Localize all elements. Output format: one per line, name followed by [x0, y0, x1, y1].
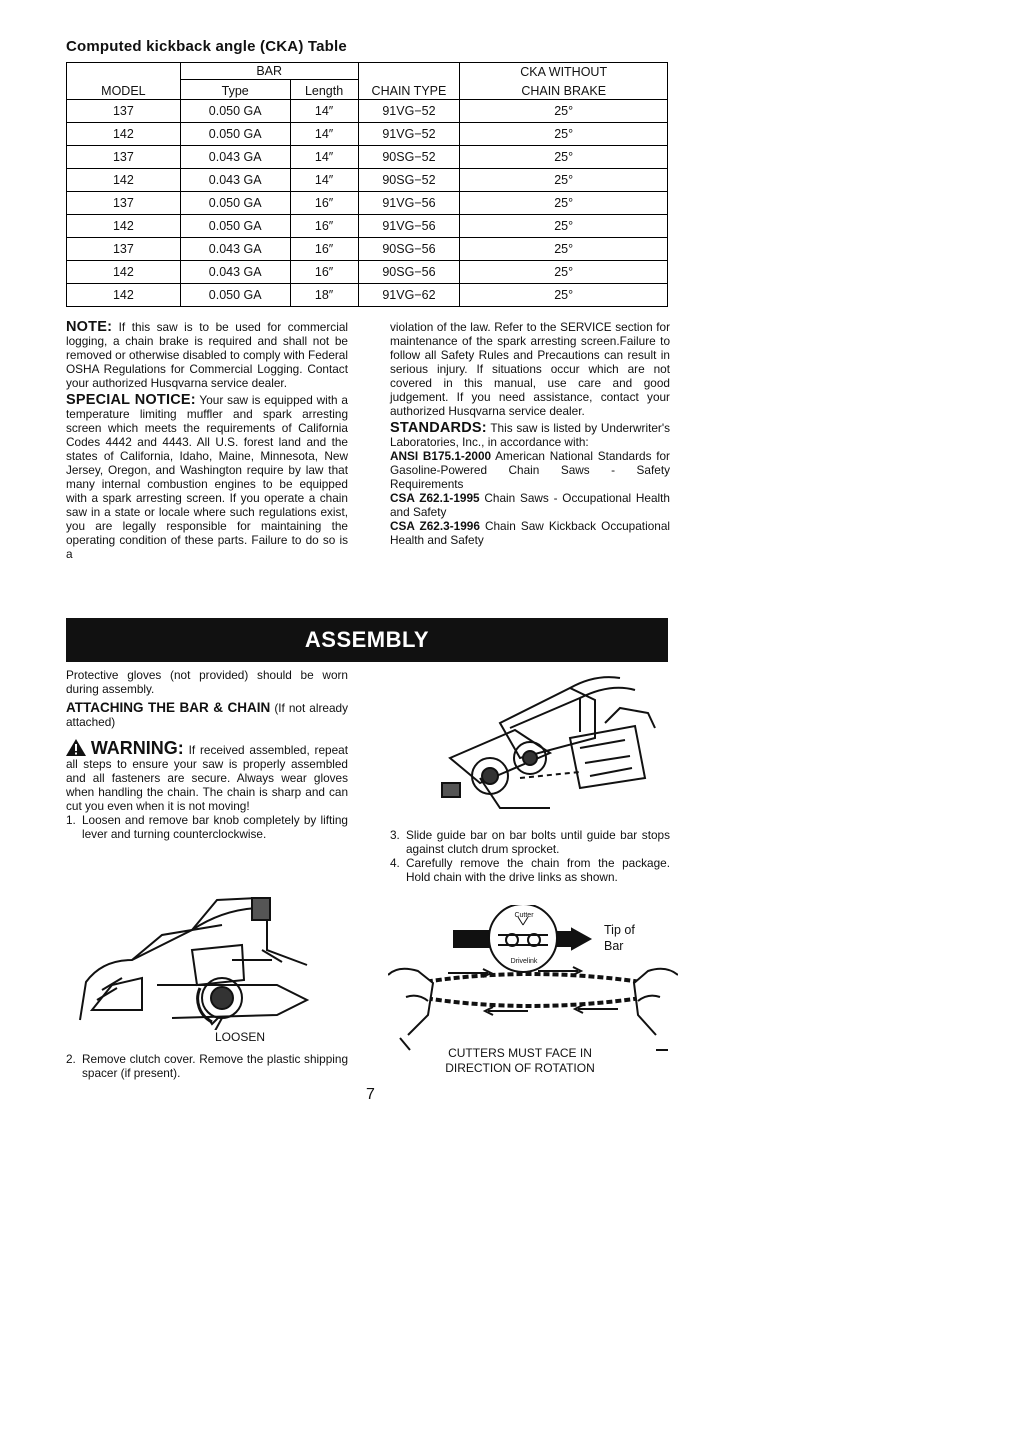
cell-type: 0.043 GA	[180, 238, 290, 261]
cell-type: 0.050 GA	[180, 123, 290, 146]
table-row	[67, 238, 668, 261]
cell-chain-type: 90SG−56	[358, 238, 460, 261]
cell-cka: 25°	[460, 100, 668, 123]
cell-length: 16″	[290, 192, 358, 215]
cka-table	[66, 62, 668, 307]
step-text: Loosen and remove bar knob completely by lifting lever and turning counterclockwise.	[82, 813, 348, 841]
cell-model: 142	[67, 169, 181, 192]
cell-type: 0.050 GA	[180, 284, 290, 307]
standard-description: American National Standards for Gasoline-Powered Chain Saws - Safety Requirements	[390, 449, 670, 491]
notes-right-column	[390, 320, 670, 547]
cell-cka: 25°	[460, 169, 668, 192]
cell-model: 137	[67, 192, 181, 215]
table-row	[67, 192, 668, 215]
cell-chain-type: 91VG−52	[358, 123, 460, 146]
cell-length: 18″	[290, 284, 358, 307]
attach-note: (If not already attached)	[66, 701, 348, 729]
tip-label-line1: Tip of	[604, 923, 635, 937]
cell-length: 14″	[290, 146, 358, 169]
step-number: 1.	[66, 813, 76, 827]
header-cka-line2: CHAIN BRAKE	[460, 80, 668, 100]
cell-model: 142	[67, 123, 181, 146]
warning-triangle-icon	[66, 739, 86, 756]
table-row	[67, 100, 668, 123]
header-bar: BAR	[180, 63, 358, 80]
special-notice-continued: violation of the law. Refer to the SERVICE section for maintenance of the spark arresting screen.Failure to follow all Safety Rules and Precautions can result in serious injury. If situations occur which are not covered in this manual, use care and good judgement. If you need assistance, contact your authorized Husqvarna service dealer.	[390, 320, 670, 418]
warning-paragraph	[66, 739, 348, 813]
header-model: MODEL	[67, 80, 181, 100]
cell-chain-type: 91VG−56	[358, 215, 460, 238]
cutter-label: Cutter	[514, 912, 534, 919]
warning-label: WARNING:	[90, 738, 184, 758]
cell-chain-type: 90SG−52	[358, 169, 460, 192]
step-number: 2.	[66, 1052, 76, 1066]
step-4	[390, 856, 670, 884]
table-title: Computed kickback angle (CKA) Table	[66, 38, 347, 55]
steps-3-4	[390, 828, 670, 884]
cell-cka: 25°	[460, 215, 668, 238]
cell-length: 16″	[290, 238, 358, 261]
cell-cka: 25°	[460, 123, 668, 146]
standard-csa-z621	[390, 491, 670, 519]
tip-of-bar-label	[604, 922, 654, 954]
step-3	[390, 828, 670, 856]
attach-heading-line	[66, 701, 348, 729]
cell-model: 137	[67, 146, 181, 169]
header-type: Type	[180, 80, 290, 100]
cell-type: 0.043 GA	[180, 146, 290, 169]
step-1	[66, 813, 348, 841]
table-row	[67, 169, 668, 192]
cell-model: 142	[67, 261, 181, 284]
step-number: 3.	[390, 828, 400, 842]
cell-chain-type: 90SG−52	[358, 146, 460, 169]
standard-description: Chain Saws - Occupational Health and Safety	[390, 491, 670, 519]
cell-length: 16″	[290, 261, 358, 284]
step-text: Carefully remove the chain from the package. Hold chain with the drive links as shown.	[406, 856, 670, 884]
assembly-left-column	[66, 668, 348, 841]
tip-label-line2: Bar	[604, 939, 624, 953]
special-notice-paragraph	[66, 393, 348, 561]
cell-cka: 25°	[460, 146, 668, 169]
clutch-cover-illustration	[420, 668, 660, 816]
caption-line2: DIRECTION OF ROTATION	[445, 1061, 595, 1075]
standards-paragraph	[390, 421, 670, 449]
cell-chain-type: 90SG−56	[358, 261, 460, 284]
note-paragraph	[66, 320, 348, 390]
standard-code: ANSI B175.1-2000	[390, 449, 492, 463]
cell-chain-type: 91VG−52	[358, 100, 460, 123]
table-body	[67, 100, 668, 307]
cell-cka: 25°	[460, 284, 668, 307]
header-model-top	[67, 63, 181, 80]
standard-code: CSA Z62.1-1995	[390, 491, 480, 505]
cell-chain-type: 91VG−62	[358, 284, 460, 307]
cell-type: 0.050 GA	[180, 215, 290, 238]
table-row	[67, 215, 668, 238]
cell-model: 142	[67, 215, 181, 238]
note-text: If this saw is to be used for commercial logging, a chain brake is required and shall not be removed or otherwise disabled to comply with Federal OSHA Regulations for Commercial Logging. Contact your authorized Husqvarna service dealer.	[66, 320, 348, 390]
cell-cka: 25°	[460, 192, 668, 215]
cell-cka: 25°	[460, 238, 668, 261]
chainsaw-knob-illustration	[72, 890, 312, 1030]
caption-line1: CUTTERS MUST FACE IN	[448, 1046, 592, 1060]
standards-text: This saw is listed by Underwriter's Laboratories, Inc., in accordance with:	[390, 421, 670, 449]
standard-code: CSA Z62.3-1996	[390, 519, 480, 533]
step-2-block	[66, 1052, 348, 1080]
standards-label: STANDARDS:	[390, 420, 487, 436]
cell-model: 137	[67, 100, 181, 123]
cell-cka: 25°	[460, 261, 668, 284]
header-chain-type: CHAIN TYPE	[358, 80, 460, 100]
header-chain-top	[358, 63, 460, 80]
cell-model: 137	[67, 238, 181, 261]
gloves-text: Protective gloves (not provided) should be worn during assembly.	[66, 668, 348, 696]
cell-type: 0.050 GA	[180, 192, 290, 215]
cell-chain-type: 91VG−56	[358, 192, 460, 215]
standard-ansi	[390, 449, 670, 491]
table-row	[67, 284, 668, 307]
figure1-caption: LOOSEN	[214, 1030, 265, 1044]
warning-text: If received assembled, repeat all steps to ensure your saw is properly assembled and all fasteners are secure. Always wear gloves when handling the chain. The chain is sharp and can cut you even when it is not moving!	[66, 743, 348, 813]
cell-length: 16″	[290, 215, 358, 238]
cell-type: 0.050 GA	[180, 100, 290, 123]
header-cka-line1: CKA WITHOUT	[460, 63, 668, 80]
assembly-banner: ASSEMBLY	[66, 618, 668, 662]
table-row	[67, 123, 668, 146]
standard-description: Chain Saw Kickback Occupational Health and Safety	[390, 519, 671, 547]
drivelink-label: Drivelink	[510, 958, 538, 965]
cell-length: 14″	[290, 123, 358, 146]
figure3-caption	[420, 1046, 620, 1076]
special-notice-text: Your saw is equipped with a temperature limiting muffler and spark arresting screen which meets the requirements of California Codes 4442 and 4443. All U.S. forest land and the states of California, Idaho, Maine, Minnesota, New Jersey, Oregon, and Washington require by law that many internal combustion engines to be equipped with a spark arresting screen. If you operate a chain saw in a state or locale where such regulations exist, you are legally responsible for maintaining the operating condition of these parts. Failure to do so is a	[66, 393, 348, 561]
notes-left-column	[66, 320, 348, 561]
step-number: 4.	[390, 856, 400, 870]
note-label: NOTE:	[66, 319, 113, 335]
header-length: Length	[290, 80, 358, 100]
step-2	[66, 1052, 348, 1080]
page-number: 7	[366, 1086, 375, 1103]
standard-csa-z623	[390, 519, 670, 547]
table-row	[67, 261, 668, 284]
attach-heading: ATTACHING THE BAR & CHAIN	[66, 700, 271, 715]
special-notice-label: SPECIAL NOTICE:	[66, 392, 196, 408]
step-text: Slide guide bar on bar bolts until guide bar stops against clutch drum sprocket.	[406, 828, 670, 856]
cell-type: 0.043 GA	[180, 261, 290, 284]
cell-type: 0.043 GA	[180, 169, 290, 192]
table-row	[67, 146, 668, 169]
cell-length: 14″	[290, 169, 358, 192]
step-text: Remove clutch cover. Remove the plastic shipping spacer (if present).	[82, 1052, 348, 1080]
cell-model: 142	[67, 284, 181, 307]
cell-length: 14″	[290, 100, 358, 123]
